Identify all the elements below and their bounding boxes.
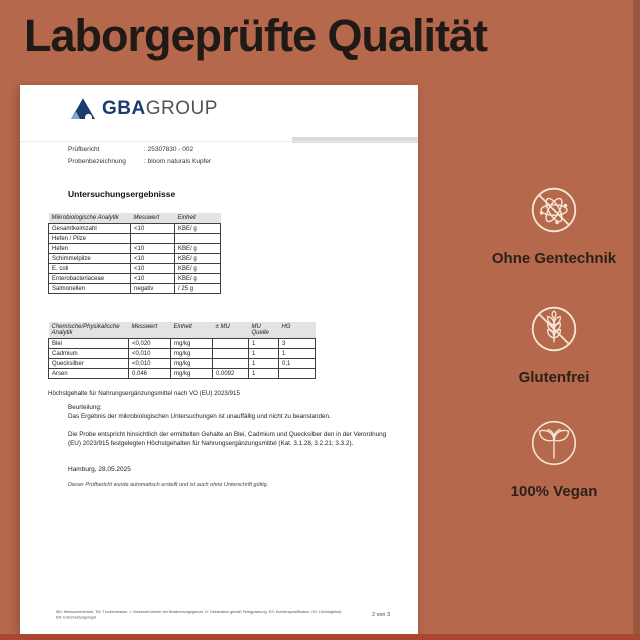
page-number: 2 von 3 bbox=[372, 612, 391, 618]
table-cell: 1 bbox=[249, 359, 279, 369]
table-cell: 3 bbox=[279, 339, 316, 349]
gluten-free-icon bbox=[530, 305, 578, 353]
table-cell: KBE/ g bbox=[175, 244, 221, 254]
table-cell: <10 bbox=[131, 244, 175, 254]
column-header: Chemische/Physikalische Analytik bbox=[49, 322, 129, 339]
table-cell: 1 bbox=[249, 369, 279, 379]
report-meta bbox=[68, 144, 211, 168]
column-header: Einheit bbox=[171, 322, 213, 339]
assessment-block bbox=[68, 403, 400, 448]
column-header: Messwert bbox=[131, 213, 175, 224]
logo-gba: GBA bbox=[102, 98, 146, 119]
table-row bbox=[49, 349, 316, 359]
sample-name-row bbox=[68, 156, 211, 168]
table-cell: 1 bbox=[249, 339, 279, 349]
footer-legend-line1: MU: Messunsicherheit, TM: Trockenmasse, <: Messwert kleiner der Bestimmungsgrenze, D: Deklaration gemäß Fertigpackung, KS: Kundenspezifikation, HG: Höchstgehalt, bbox=[56, 610, 342, 615]
micro-table-header-row bbox=[49, 213, 221, 224]
no-gmo-icon bbox=[530, 186, 578, 234]
report-number-row bbox=[68, 144, 211, 156]
auto-generated-note: Dieser Prüfbericht wurde automatisch erstellt und ist auch ohne Unterschrift gültig. bbox=[68, 482, 269, 488]
table-cell: Quecksilber bbox=[49, 359, 129, 369]
table-cell bbox=[213, 359, 249, 369]
table-cell bbox=[175, 234, 221, 244]
table-cell: KBE/ g bbox=[175, 224, 221, 234]
table-row bbox=[49, 224, 221, 234]
place-date: Hamburg, 28.05.2025 bbox=[68, 466, 131, 473]
table-cell: Blei bbox=[49, 339, 129, 349]
table-cell: <0,020 bbox=[129, 339, 171, 349]
header-band bbox=[292, 137, 418, 143]
column-header: ± MU bbox=[213, 322, 249, 339]
table-cell: Arsen bbox=[49, 369, 129, 379]
table-cell: 1 bbox=[279, 349, 316, 359]
assessment-line2: Die Probe entspricht hinsichtlich der ermittelten Gehalte an Blei, Cadmium und Quecksilber den in der Verordnung (EU) 2023/915 festgelegten Höchstgehalten für Nahrungsergänzungsmittel (Kat. 3.1.28, 3.2.21; 3.3.2). bbox=[68, 431, 387, 447]
table-cell: KBE/ g bbox=[175, 274, 221, 284]
table-cell: <10 bbox=[131, 264, 175, 274]
table-row bbox=[49, 264, 221, 274]
table-row bbox=[49, 274, 221, 284]
table-cell: mg/kg bbox=[171, 369, 213, 379]
badge-label: 100% Vegan bbox=[510, 483, 598, 500]
column-header: HG bbox=[279, 322, 316, 339]
chem-table bbox=[48, 322, 316, 379]
table-cell bbox=[279, 369, 316, 379]
limits-note: Höchstgehalte für Nahrungsergänzungsmittel nach VO (EU) 2023/915 bbox=[48, 390, 240, 397]
table-cell: Schimmelpilze bbox=[49, 254, 131, 264]
table-cell: / 25 g bbox=[175, 284, 221, 294]
table-cell bbox=[213, 349, 249, 359]
table-cell: 1 bbox=[249, 349, 279, 359]
badge-label: Ohne Gentechnik bbox=[491, 250, 617, 267]
bottom-edge-strip bbox=[0, 634, 640, 640]
right-edge-strip bbox=[633, 0, 640, 640]
assessment-heading: Beurteilung: bbox=[68, 404, 102, 411]
table-cell: Cadmium bbox=[49, 349, 129, 359]
table-row bbox=[49, 369, 316, 379]
table-cell: KBE/ g bbox=[175, 254, 221, 264]
table-cell bbox=[213, 339, 249, 349]
chem-table-header-row bbox=[49, 322, 316, 339]
table-cell: <10 bbox=[131, 274, 175, 284]
table-cell: Salmonellen bbox=[49, 284, 131, 294]
table-cell: <10 bbox=[131, 224, 175, 234]
table-cell: 0.046 bbox=[129, 369, 171, 379]
table-cell: 0.0092 bbox=[213, 369, 249, 379]
table-row bbox=[49, 284, 221, 294]
lab-report-page bbox=[20, 85, 418, 635]
gba-logo-text bbox=[102, 98, 218, 120]
badge-no-gmo bbox=[474, 186, 634, 267]
table-cell: <0,010 bbox=[129, 359, 171, 369]
header-divider bbox=[20, 141, 418, 142]
table-row bbox=[49, 254, 221, 264]
results-section-title: Untersuchungsergebnisse bbox=[68, 189, 176, 199]
column-header: MU Quelle bbox=[249, 322, 279, 339]
logo-group: GROUP bbox=[145, 98, 218, 119]
footer-legend bbox=[56, 610, 379, 621]
report-number-label: Prüfbericht bbox=[68, 146, 100, 153]
vegan-icon bbox=[530, 419, 578, 467]
column-header: Messwert bbox=[129, 322, 171, 339]
column-header: Einheit bbox=[175, 213, 221, 224]
gba-group-logo bbox=[70, 97, 218, 121]
table-cell: mg/kg bbox=[171, 349, 213, 359]
table-cell: E. coli bbox=[49, 264, 131, 274]
table-row bbox=[49, 234, 221, 244]
table-cell: Hefen bbox=[49, 244, 131, 254]
badge-gluten-free bbox=[474, 305, 634, 386]
table-cell: Hefen / Pilze bbox=[49, 234, 131, 244]
table-cell bbox=[131, 234, 175, 244]
sample-name-value: : bloom naturals Kupfer bbox=[144, 158, 212, 165]
report-number-value: : 25307830 - 002 bbox=[144, 146, 194, 153]
sample-name-label: Probenbezeichnung bbox=[68, 158, 126, 165]
table-cell: mg/kg bbox=[171, 339, 213, 349]
badge-label: Glutenfrei bbox=[518, 369, 590, 386]
table-cell: <0,010 bbox=[129, 349, 171, 359]
badge-vegan bbox=[474, 419, 634, 500]
table-row bbox=[49, 359, 316, 369]
column-header: Mikrobiologische Analytik bbox=[49, 213, 131, 224]
table-cell: negativ bbox=[131, 284, 175, 294]
page-title: Laborgeprüfte Qualität bbox=[24, 10, 488, 61]
table-cell: <10 bbox=[131, 254, 175, 264]
micro-table bbox=[48, 213, 221, 294]
table-cell: KBE/ g bbox=[175, 264, 221, 274]
footer-legend-line2: ER: Entscheidungsregel bbox=[56, 615, 97, 620]
table-cell: 0,1 bbox=[279, 359, 316, 369]
assessment-line1: Das Ergebnis der mikrobiologischen Untersuchungen ist unauffällig und nicht zu beanstanden. bbox=[68, 413, 331, 420]
gba-logo-triangle-icon bbox=[70, 97, 96, 121]
table-cell: mg/kg bbox=[171, 359, 213, 369]
table-cell: Gesamtkeimzahl bbox=[49, 224, 131, 234]
table-cell: Enterobacteriaceae bbox=[49, 274, 131, 284]
table-row bbox=[49, 244, 221, 254]
table-row bbox=[49, 339, 316, 349]
